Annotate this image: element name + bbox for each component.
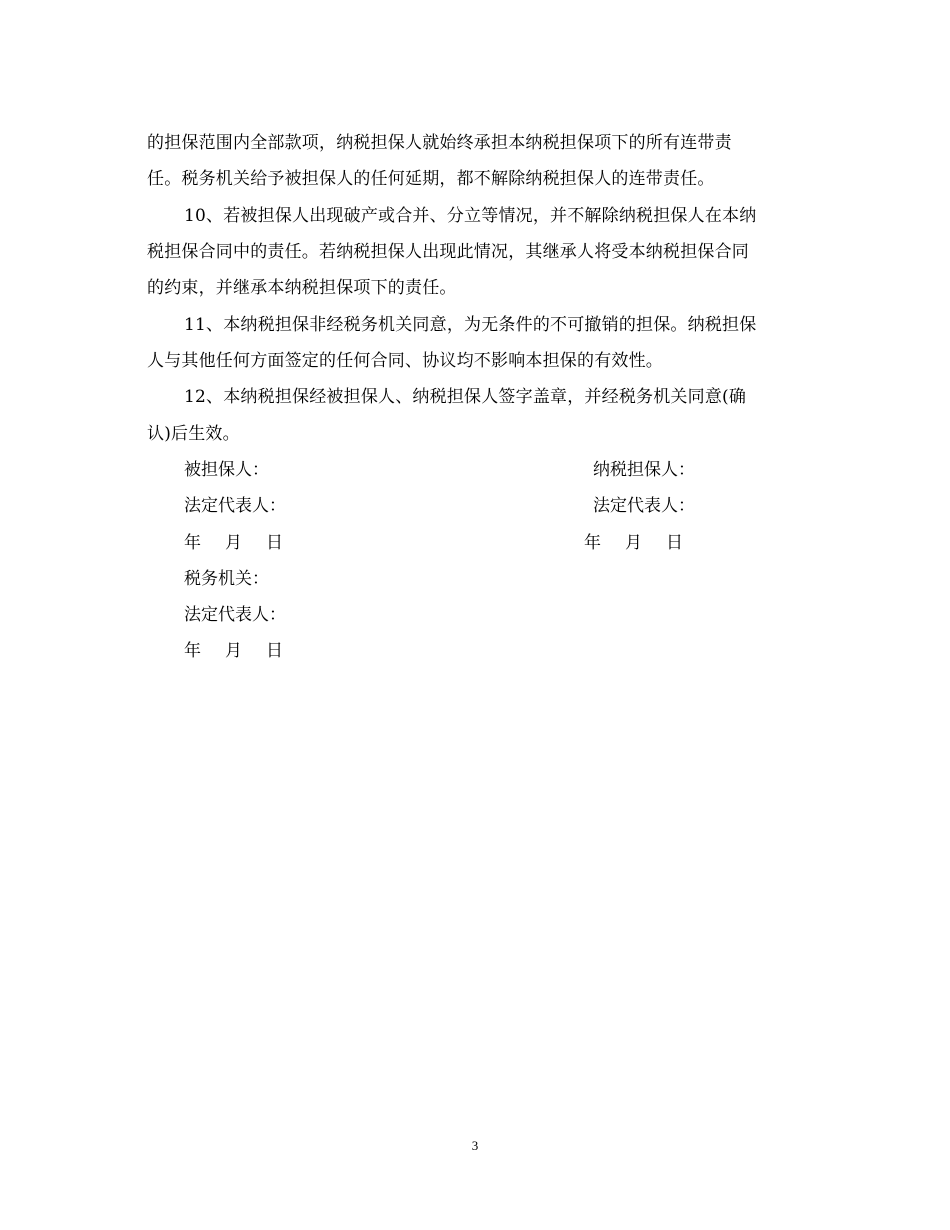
year-label: 年 xyxy=(184,641,201,661)
date-line xyxy=(184,533,283,553)
day-label: 日 xyxy=(266,533,283,553)
legal-representative-label: 法定代表人： xyxy=(593,496,695,516)
paragraph-line: 的约束，并继承本纳税担保项下的责任。 xyxy=(147,278,457,298)
guaranteed-party-label: 被担保人： xyxy=(184,460,269,480)
tax-authority-label: 税务机关： xyxy=(184,569,269,589)
month-label: 月 xyxy=(225,533,242,553)
year-label: 年 xyxy=(184,533,201,553)
paragraph-line: 12、本纳税担保经被担保人、纳税担保人签字盖章，并经税务机关同意(确 xyxy=(184,387,747,407)
paragraph-line: 税担保合同中的责任。若纳税担保人出现此情况，其继承人将受本纳税担保合同 xyxy=(147,242,749,262)
paragraph-line: 的担保范围内全部款项，纳税担保人就始终承担本纳税担保项下的所有连带责 xyxy=(147,133,732,153)
month-label: 月 xyxy=(625,533,642,553)
legal-representative-label: 法定代表人： xyxy=(184,496,286,516)
paragraph-line: 认)后生效。 xyxy=(147,424,240,444)
paragraph-line: 人与其他任何方面签定的任何合同、协议均不影响本担保的有效性。 xyxy=(147,351,663,371)
date-line xyxy=(184,641,283,661)
year-label: 年 xyxy=(584,533,601,553)
paragraph-line: 11、本纳税担保非经税务机关同意，为无条件的不可撤销的担保。纳税担保 xyxy=(184,315,757,335)
day-label: 日 xyxy=(266,641,283,661)
tax-guarantor-label: 纳税担保人： xyxy=(593,460,695,480)
day-label: 日 xyxy=(666,533,683,553)
paragraph-line: 10、若被担保人出现破产或合并、分立等情况，并不解除纳税担保人在本纳 xyxy=(184,206,757,226)
month-label: 月 xyxy=(225,641,242,661)
legal-representative-label: 法定代表人： xyxy=(184,605,286,625)
paragraph-line: 任。税务机关给予被担保人的任何延期，都不解除纳税担保人的连带责任。 xyxy=(147,169,715,189)
date-line xyxy=(584,533,683,553)
page-number: 3 xyxy=(471,1138,479,1153)
